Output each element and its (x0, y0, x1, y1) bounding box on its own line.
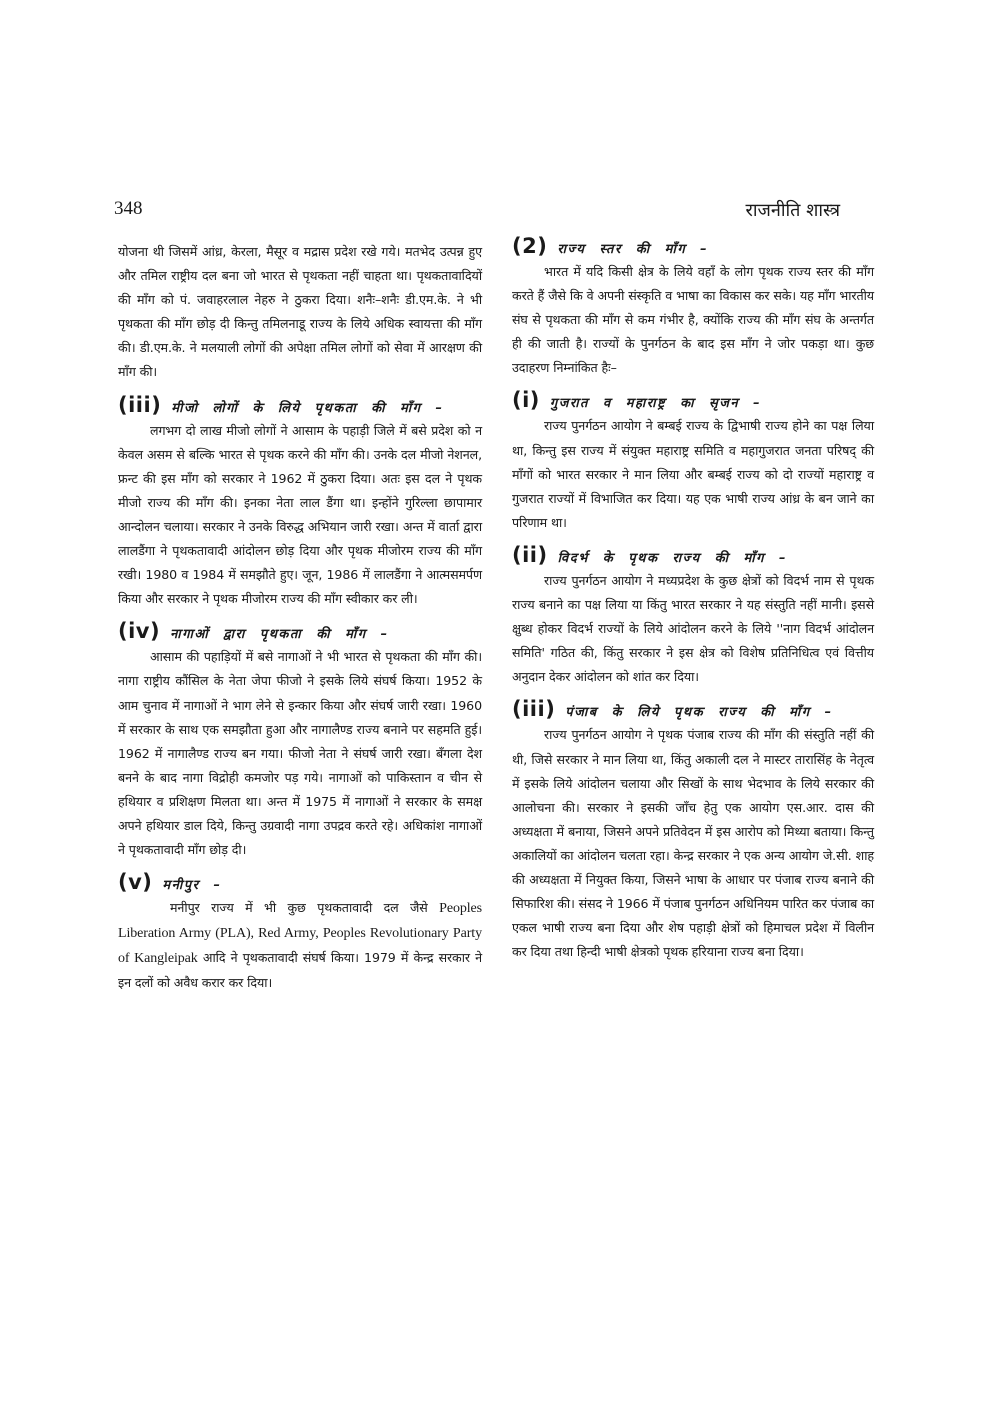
section-heading-mizo (118, 393, 482, 417)
section-title: मनीपुर – (162, 878, 222, 894)
section-number: (iii) (118, 392, 162, 417)
section-heading-state-demand (512, 234, 874, 258)
section-title: पंजाब के लिये पृथक राज्य की माँग – (565, 705, 833, 721)
section-heading-vidarbha (512, 543, 874, 567)
section-heading-punjab (512, 697, 874, 721)
section-body-punjab: राज्य पुनर्गठन आयोग ने पृथक पंजाब राज्य की माँग की संस्तुति नहीं की थी, जिसे सरकार ने मान लिया था, किंतु अकाली दल ने मास्टर तारासिंह के नेतृत्व में इसके लिये आंदोलन चलाया और सिखों के साथ भेदभाव के लिये सरकार की आलोचना की। सरकार ने इसकी जाँच हेतु एक आयोग एस.आर. दास की अध्यक्षता में बनाया, जिसने अपने प्रतिवेदन में इस आरोप को मिथ्या बताया। किन्तु अकालियों का आंदोलन चलता रहा। केन्द्र सरकार ने एक अन्य आयोग जे.सी. शाह की अध्यक्षता में नियुक्त किया, जिसने भाषा के आधार पर पंजाब राज्य बनाने की सिफारिश की। संसद ने 1966 में पंजाब पुनर्गठन अधिनियम पारित कर पंजाब का एकल भाषी राज्य बना दिया और शेष पहाड़ी क्षेत्रों को हिमाचल प्रदेश में विलीन कर दिया तथा हिन्दी भाषी क्षेत्रको पृथक हरियाना राज्य बना दिया। (512, 727, 874, 960)
section-heading-naga (118, 619, 482, 643)
section-body-gujarat: राज्य पुनर्गठन आयोग ने बम्बई राज्य के द्विभाषी राज्य होने का पक्ष लिया था, किन्तु इस राज्य में संयुक्त महाराष्ट्र समिति व महागुजरात जनता परिषद् की माँगों को भारत सरकार ने मान लिया और बम्बई राज्य को दो राज्यों महाराष्ट्र व गुजरात राज्यों में विभाजित कर दिया। यह एक भाषी राज्य आंध्र के बन जाने का परिणाम था। (512, 418, 874, 530)
right-column (512, 234, 874, 964)
section-heading-manipur (118, 870, 482, 894)
section-number: (ii) (512, 542, 548, 567)
section-number: (i) (512, 388, 540, 413)
section-number: (v) (118, 870, 153, 895)
section-title: गुजरात व महाराष्ट्र का सृजन – (549, 396, 762, 412)
section-title: विदर्भ के पृथक राज्य की माँग – (557, 550, 788, 566)
page-number: 348 (114, 198, 143, 219)
section-number: (iii) (512, 697, 556, 722)
section-body-vidarbha: राज्य पुनर्गठन आयोग ने मध्यप्रदेश के कुछ क्षेत्रों को विदर्भ नाम से पृथक राज्य बनाने का पक्ष लिया या किंतु भारत सरकार ने यह संस्तुति नहीं मानी। इससे क्षुब्ध होकर विदर्भ राज्यों के लिये आंदोलन करने के लिये ''नाग विदर्भ आंदोलन समिति' गठित की, किंतु सरकार ने इस क्षेत्र को विशेष प्रतिनिधित्व एवं वित्तीय अनुदान देकर आंदोलन को शांत कर दिया। (512, 572, 874, 685)
section-number: (2) (512, 234, 548, 258)
section-number: (iv) (118, 619, 161, 644)
section-body-state-demand: भारत में यदि किसी क्षेत्र के लिये वहाँ के लोग पृथक राज्य स्तर की माँग करते हैं जैसे कि वे अपनी संस्कृति व भाषा का विकास कर सके। यह माँग भारतीय संघ से पृथकता की माँग से कम गंभीर है, क्योंकि राज्य की माँग संघ के अन्तर्गत ही की जाती है। राज्यों के पुनर्गठन के बाद इस माँग ने जोर पकड़ा था। कुछ उदाहरण निम्नांकित हैः– (512, 264, 874, 376)
section-title: राज्य स्तर की माँग – (557, 242, 709, 257)
section-body-manipur (118, 896, 482, 995)
running-title: राजनीति शास्त्र (745, 200, 840, 221)
section-body-naga: आसाम की पहाड़ियों में बसे नागाओं ने भी भारत से पृथकता की माँग की। नागा राष्ट्रीय कौंसिल के नेता जेपा फीजो ने इसके लिये संघर्ष किया। 1952 के आम चुनाव में नागाओं ने भाग लेने से इन्कार किया और संघर्ष जारी रखा। 1960 में सरकार के साथ एक समझौता हुआ और नागालैण्ड राज्य बनाने पर सहमति हुई। 1962 में नागालैण्ड राज्य बन गया। फीजो नेता ने संघर्ष जारी रखा। बँगला देश बनने के बाद नागा विद्रोही कमजोर पड़ गये। नागाओं को पाकिस्तान व चीन से हथियार व प्रशिक्षण मिलता था। अन्त में 1975 में नागाओं ने सरकार के समक्ष अपने हथियार डाल दिये, किन्तु उग्रवादी नागा उपद्रव करते रहे। अधिकांश नागाओं ने पृथकतावादी माँग छोड़ दी। (118, 649, 482, 858)
manipur-text-start: मनीपुर राज्य में भी कुछ पृथकतावादी दल जैसे (170, 900, 428, 916)
manipur-latin-names: Peoples Liberation Army (PLA), Red Army, Peoples Revolutionary Party of Kangleipak (118, 901, 482, 967)
section-title: मीजो लोगों के लिये पृथकता की माँग – (171, 400, 444, 416)
section-heading-gujarat (512, 388, 874, 412)
section-title: नागाओं द्वारा पृथकता की माँग – (170, 627, 389, 643)
intro-paragraph: योजना थी जिसमें आंध्र, केरला, मैसूर व मद्रास प्रदेश रखे गये। मतभेद उत्पन्न हुए और तमिल राष्ट्रीय दल बना जो भारत से पृथकता नहीं चाहता था। पृथकतावादियों की माँग को पं. जवाहरलाल नेहरु ने ठुकरा दिया। शनैः–शनैः डी.एम.के. ने भी पृथकता की माँग छोड़ दी किन्तु तमिलनाडू राज्य के लिये अधिक स्वायत्ता की माँग की। डी.एम.के. ने मलयाली लोगों की अपेक्षा तमिल लोगों को सेवा में आरक्षण की माँग की। (118, 244, 482, 380)
section-body-mizo: लगभग दो लाख मीजो लोगों ने आसाम के पहाड़ी जिले में बसे प्रदेश को न केवल असम से बल्कि भारत से पृथक करने की माँग की। उनके दल मीजो नेशनल, फ्रन्ट की इस माँग को सरकार ने 1962 में ठुकरा दिया। अतः इस दल ने पृथक मीजो राज्य की माँग की। इनका नेता लाल डैंगा था। इन्होंने गुरिल्ला छापामार आन्दोलन चलाया। सरकार ने उनके विरुद्ध अभियान जारी रखा। अन्त में वार्ता द्वारा लालडैंगा ने पृथकतावादी आंदोलन छोड़ दिया और पृथक मीजोरम राज्य की माँग रखी। 1980 व 1984 में समझौते हुए। जून, 1986 में लालडैंगा ने आत्मसमर्पण किया और सरकार ने पृथक मीजोरम राज्य की माँग स्वीकार कर ली। (118, 422, 482, 607)
left-column (118, 240, 482, 996)
manipur-text-end: आदि ने पृथकतावादी संघर्ष किया। 1979 में केन्द्र सरकार ने इन दलों को अवैध करार कर दिया। (118, 950, 482, 991)
